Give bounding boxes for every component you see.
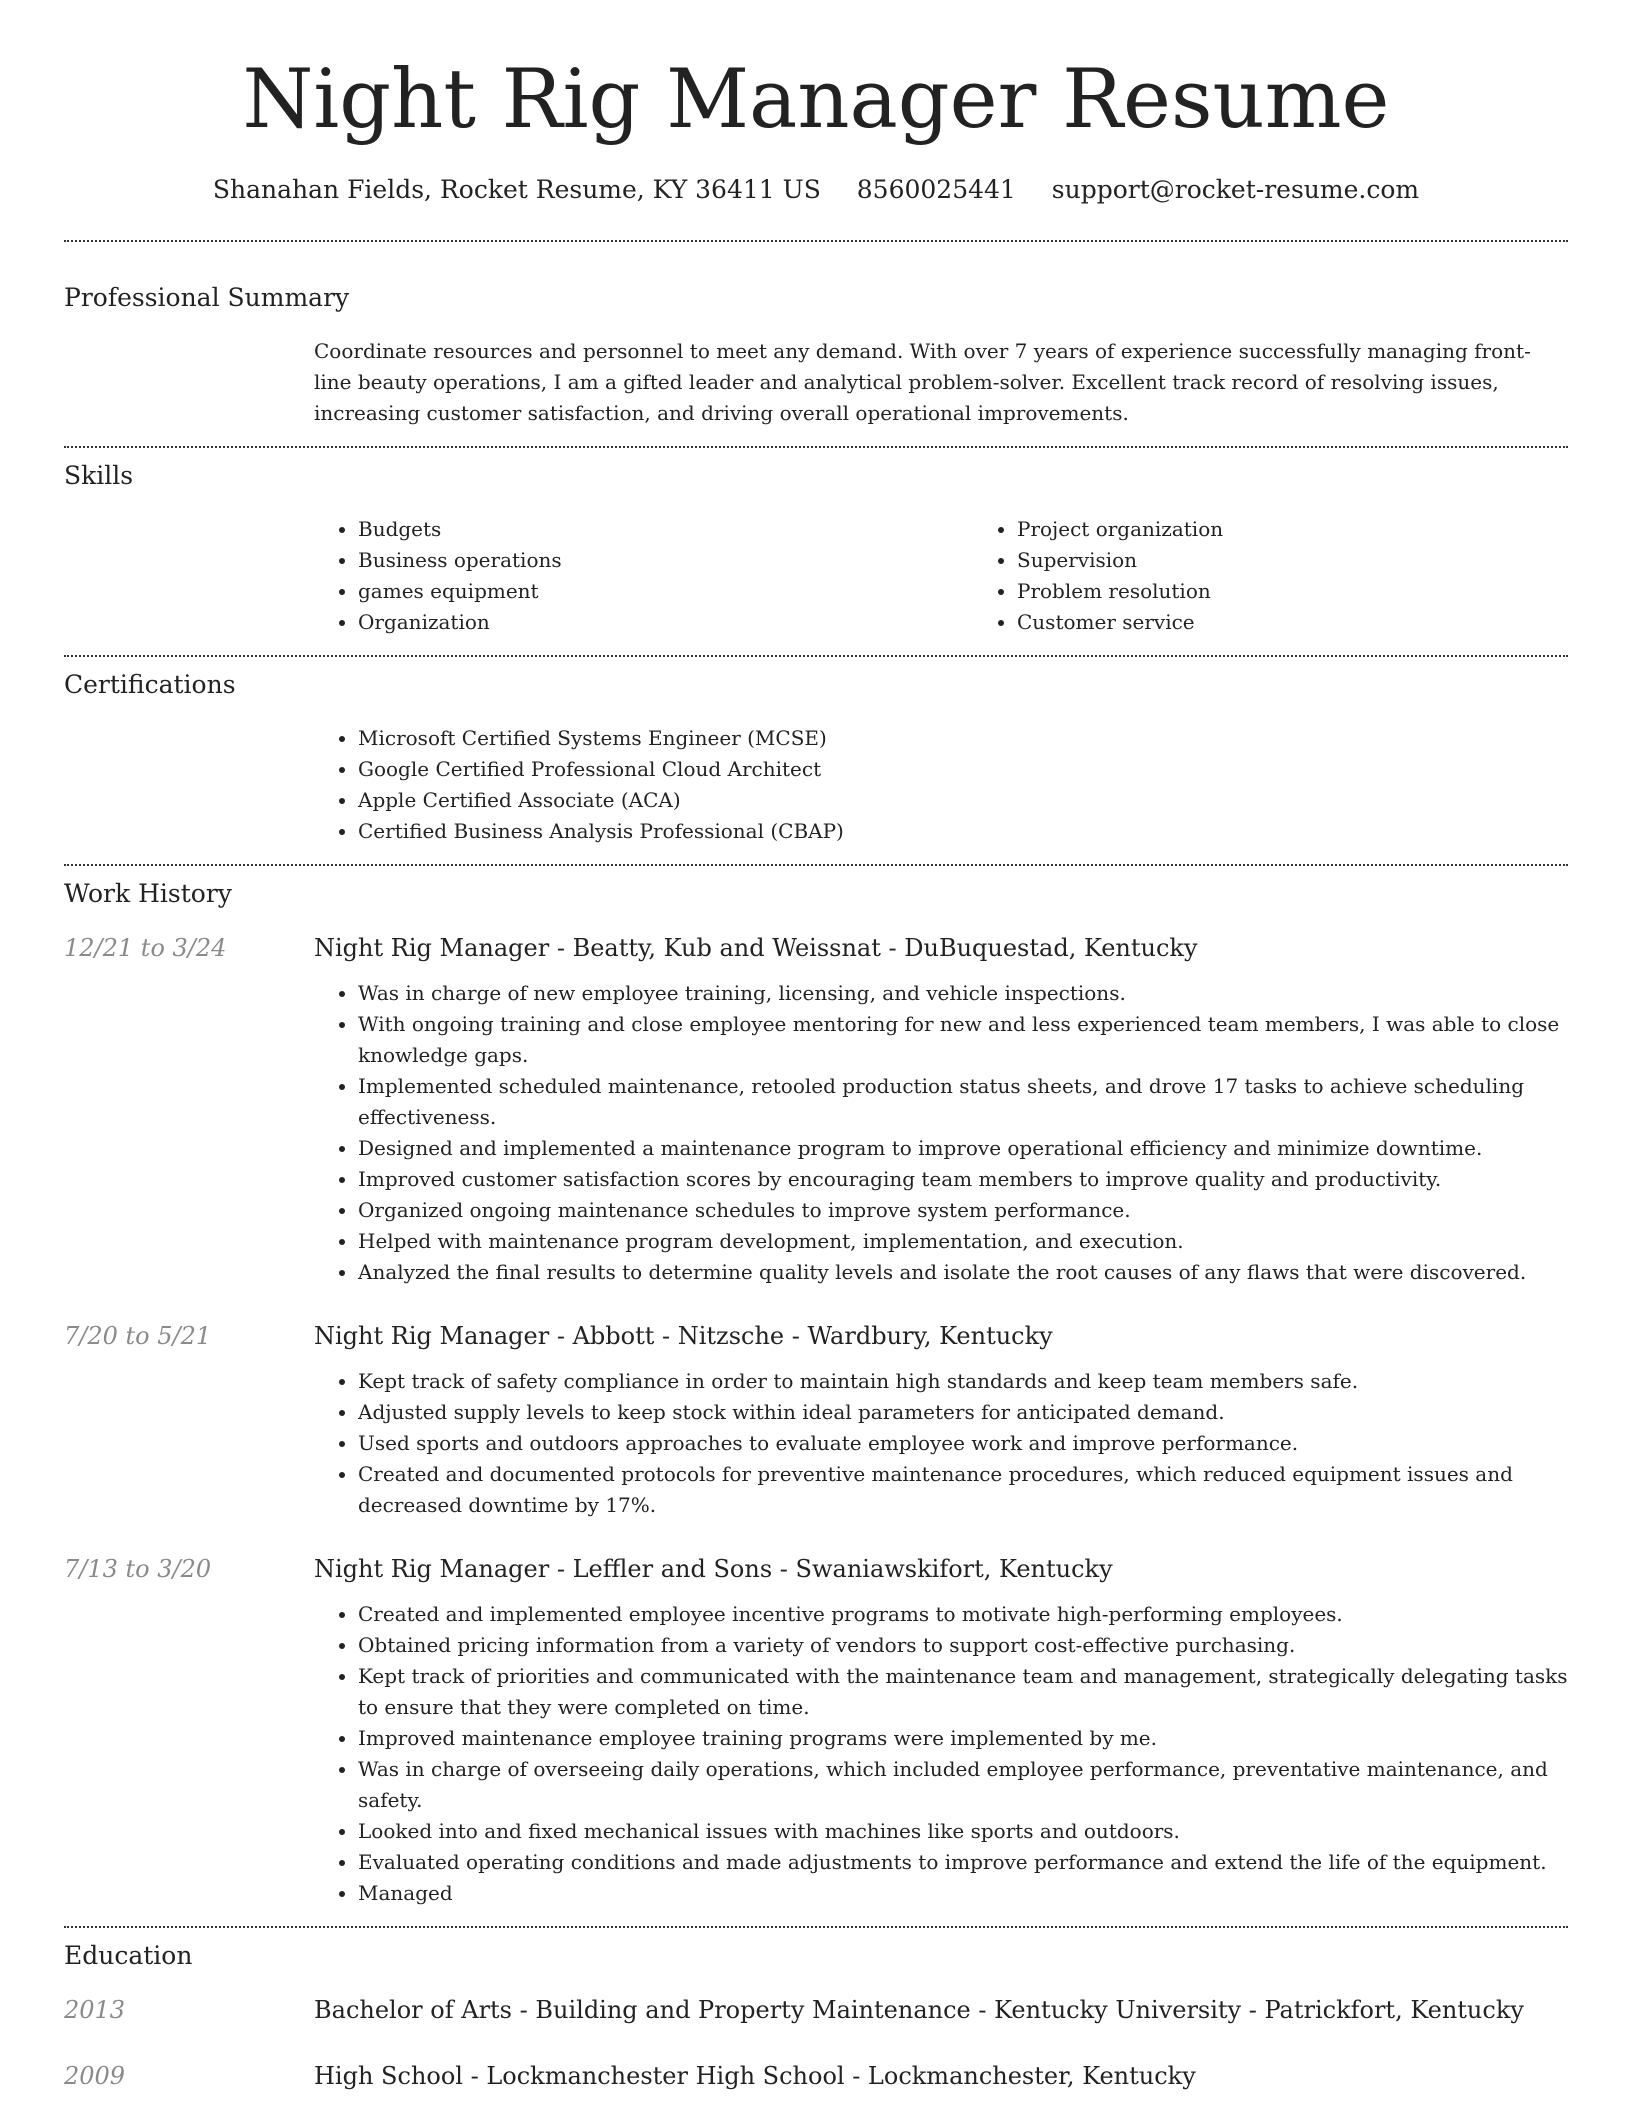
list-item: • Improved customer satisfaction scores by encouraging team members to improve quality and productivity. bbox=[358, 1164, 1568, 1195]
list-item: • Looked into and fixed mechanical issues with machines like sports and outdoors. bbox=[358, 1816, 1568, 1847]
job-dates: 7/20 to 5/21 bbox=[64, 1322, 212, 1350]
education-entry bbox=[64, 2060, 1568, 2092]
list-item: • Supervision bbox=[1017, 545, 1632, 576]
list-item: • Managed bbox=[358, 1878, 1568, 1909]
list-item: • Microsoft Certified Systems Engineer (MCSE) bbox=[358, 723, 1568, 754]
list-item: • Customer service bbox=[1017, 607, 1632, 638]
list-item: • Adjusted supply levels to keep stock within ideal parameters for anticipated demand. bbox=[358, 1397, 1568, 1428]
job-bullets bbox=[314, 1599, 1568, 1909]
skills-list-right bbox=[973, 514, 1632, 638]
skills-heading: Skills bbox=[64, 461, 134, 490]
education-section bbox=[64, 1928, 1568, 2092]
list-item: • Problem resolution bbox=[1017, 576, 1632, 607]
list-item: • Designed and implemented a maintenance program to improve operational efficiency and minimize downtime. bbox=[358, 1133, 1568, 1164]
job-dates: 12/21 to 3/24 bbox=[64, 934, 227, 962]
list-item: • Used sports and outdoors approaches to evaluate employee work and improve performance. bbox=[358, 1428, 1568, 1459]
job-bullets bbox=[314, 978, 1568, 1288]
skills-section bbox=[64, 448, 1568, 638]
page-title: Night Rig Manager Resume bbox=[242, 53, 1390, 147]
list-item: • Evaluated operating conditions and made adjustments to improve performance and extend the life of the equipment. bbox=[358, 1847, 1568, 1878]
job-title: Night Rig Manager - Leffler and Sons - Swaniawskifort, Kentucky bbox=[314, 1555, 1113, 1583]
certifications-list bbox=[314, 723, 1568, 847]
job-entry bbox=[64, 1553, 1568, 1909]
summary-heading: Professional Summary bbox=[64, 283, 350, 312]
list-item: • Was in charge of overseeing daily operations, which included employee performance, preventative maintenance, and safety. bbox=[358, 1754, 1568, 1816]
list-item: • Apple Certified Associate (ACA) bbox=[358, 785, 1568, 816]
list-item: • games equipment bbox=[358, 576, 973, 607]
education-year: 2009 bbox=[64, 2062, 126, 2090]
work-history-section bbox=[64, 866, 1568, 1909]
list-item: • Kept track of safety compliance in order to maintain high standards and keep team members safe. bbox=[358, 1366, 1568, 1397]
work-history-heading: Work History bbox=[64, 879, 232, 908]
certifications-heading: Certifications bbox=[64, 670, 236, 699]
job-title: Night Rig Manager - Beatty, Kub and Weissnat - DuBuquestad, Kentucky bbox=[314, 934, 1198, 962]
list-item: • Organized ongoing maintenance schedules to improve system performance. bbox=[358, 1195, 1568, 1226]
certifications-section bbox=[64, 657, 1568, 847]
list-item: • Implemented scheduled maintenance, retooled production status sheets, and drove 17 tasks to achieve scheduling effectiveness. bbox=[358, 1071, 1568, 1133]
education-entry bbox=[64, 1994, 1568, 2026]
skills-list-left bbox=[314, 514, 973, 638]
list-item: • Obtained pricing information from a variety of vendors to support cost-effective purchasing. bbox=[358, 1630, 1568, 1661]
job-entry bbox=[64, 1320, 1568, 1521]
job-entry bbox=[64, 932, 1568, 1288]
education-heading: Education bbox=[64, 1941, 193, 1970]
education-year: 2013 bbox=[64, 1996, 126, 2024]
list-item: • Kept track of priorities and communicated with the maintenance team and management, strategically delegating tasks to ensure that they were completed on time. bbox=[358, 1661, 1568, 1723]
summary-section bbox=[64, 242, 1568, 429]
list-item: • Helped with maintenance program development, implementation, and execution. bbox=[358, 1226, 1568, 1257]
list-item: • Improved maintenance employee training programs were implemented by me. bbox=[358, 1723, 1568, 1754]
list-item: • Project organization bbox=[1017, 514, 1632, 545]
contact-email[interactable]: support@rocket-resume.com bbox=[1051, 175, 1420, 204]
education-title: High School - Lockmanchester High School - Lockmanchester, Kentucky bbox=[314, 2062, 1196, 2090]
list-item: • Budgets bbox=[358, 514, 973, 545]
list-item: • Business operations bbox=[358, 545, 973, 576]
job-bullets bbox=[314, 1366, 1568, 1521]
list-item: • Was in charge of new employee training, licensing, and vehicle inspections. bbox=[358, 978, 1568, 1009]
list-item: • Analyzed the final results to determine quality levels and isolate the root causes of any flaws that were discovered. bbox=[358, 1257, 1568, 1288]
list-item: • Certified Business Analysis Professional (CBAP) bbox=[358, 816, 1568, 847]
contact-phone: 8560025441 bbox=[856, 175, 1016, 204]
contact-line bbox=[64, 174, 1568, 206]
list-item: • Organization bbox=[358, 607, 973, 638]
job-dates: 7/13 to 3/20 bbox=[64, 1555, 212, 1583]
list-item: • Created and documented protocols for preventive maintenance procedures, which reduced equipment issues and decreased downtime by 17%. bbox=[358, 1459, 1568, 1521]
job-title: Night Rig Manager - Abbott - Nitzsche - Wardbury, Kentucky bbox=[314, 1322, 1053, 1350]
contact-address: Shanahan Fields, Rocket Resume, KY 36411 US bbox=[212, 175, 821, 204]
list-item: • Created and implemented employee incentive programs to motivate high-performing employees. bbox=[358, 1599, 1568, 1630]
summary-text: Coordinate resources and personnel to meet any demand. With over 7 years of experience successfully managing front-line beauty operations, I am a gifted leader and analytical problem-solver. Excellent track record of resolving issues, increasing customer satisfaction, and driving overall operational improvements. bbox=[314, 339, 1531, 425]
list-item: • Google Certified Professional Cloud Architect bbox=[358, 754, 1568, 785]
list-item: • With ongoing training and close employee mentoring for new and less experienced team members, I was able to close knowledge gaps. bbox=[358, 1009, 1568, 1071]
education-title: Bachelor of Arts - Building and Property Maintenance - Kentucky University - Patrickfort, Kentucky bbox=[314, 1996, 1524, 2024]
